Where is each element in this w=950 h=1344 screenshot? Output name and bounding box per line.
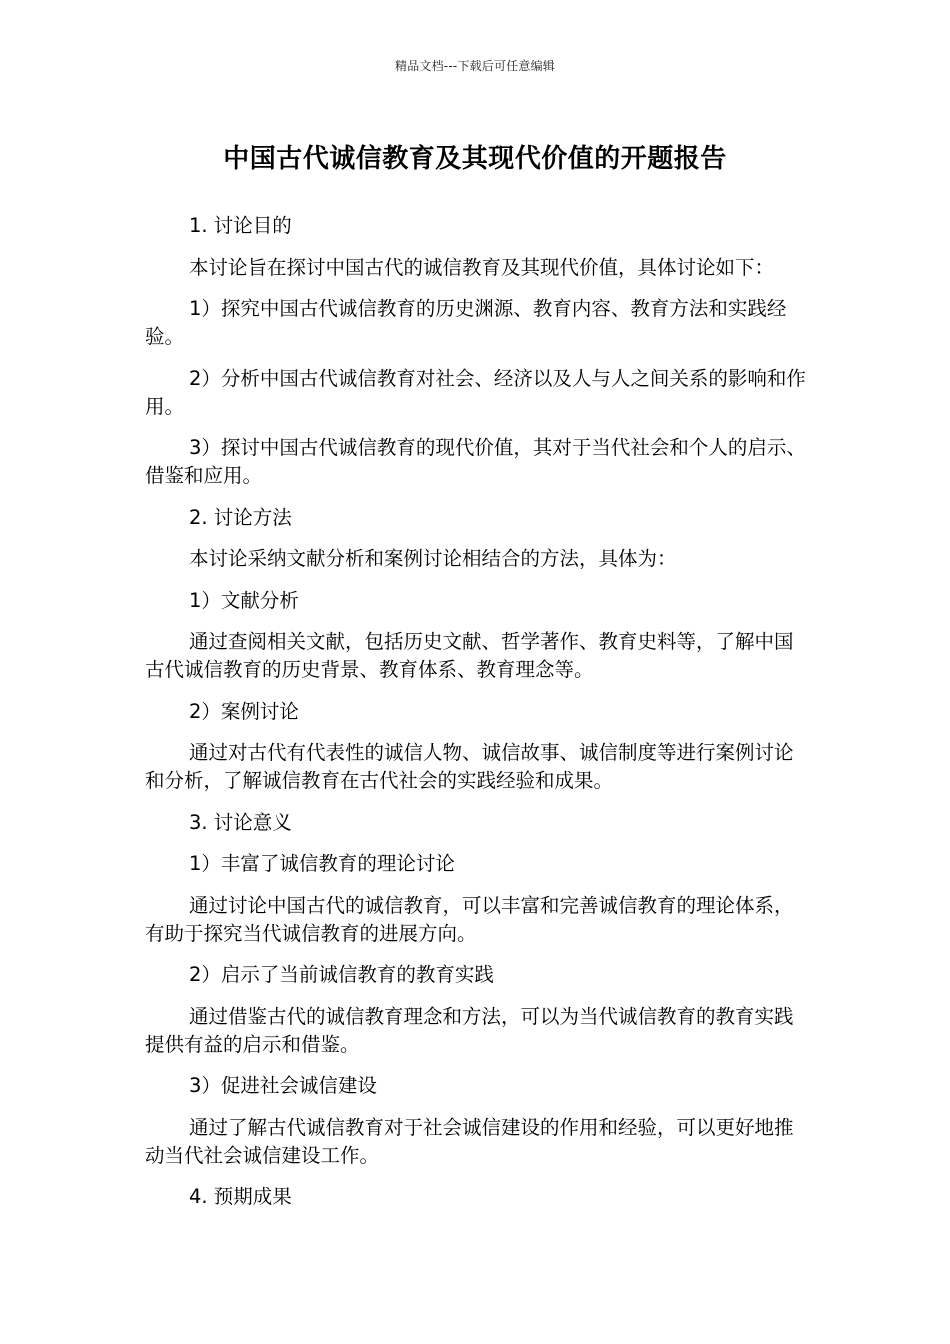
paragraph: 通过讨论中国古代的诚信教育，可以丰富和完善诚信教育的理论体系，有助于探究当代诚信教育的进展方向。 xyxy=(145,893,794,945)
paragraph: 本讨论旨在探讨中国古代的诚信教育及其现代价值，具体讨论如下： xyxy=(189,255,775,279)
subheading: 2）启示了当前诚信教育的教育实践 xyxy=(189,963,494,986)
paragraph: 通过了解古代诚信教育对于社会诚信建设的作用和经验，可以更好地推动当代社会诚信建设工作。 xyxy=(145,1115,794,1167)
list-item: 2）分析中国古代诚信教育对社会、经济以及人与人之间关系的影响和作用。 xyxy=(145,366,806,418)
document-body xyxy=(145,212,807,1225)
page-header: 精品文档---下载后可任意编辑 xyxy=(395,59,555,73)
paragraph: 通过查阅相关文献，包括历史文献、哲学著作、教育史料等，了解中国古代诚信教育的历史背景、教育体系、教育理念等。 xyxy=(145,630,794,681)
list-item: 3）探讨中国古代诚信教育的现代价值，其对于当代社会和个人的启示、借鉴和应用。 xyxy=(145,436,806,487)
section-heading-outcomes: 4. 预期成果 xyxy=(189,1185,292,1208)
section-heading-purpose: 1. 讨论目的 xyxy=(189,214,292,237)
section-heading-method: 2. 讨论方法 xyxy=(189,505,292,529)
subheading: 1）丰富了诚信教育的理论讨论 xyxy=(189,852,455,875)
paragraph: 通过对古代有代表性的诚信人物、诚信故事、诚信制度等进行案例讨论和分析，了解诚信教育在古代社会的实践经验和成果。 xyxy=(145,741,794,792)
section-heading-significance: 3. 讨论意义 xyxy=(189,810,292,834)
document-title: 中国古代诚信教育及其现代价值的开题报告 xyxy=(223,144,727,174)
paragraph: 本讨论采纳文献分析和案例讨论相结合的方法，具体为： xyxy=(189,547,677,570)
subheading: 1）文献分析 xyxy=(189,588,299,612)
subheading: 2）案例讨论 xyxy=(189,699,299,723)
list-item: 1）探究中国古代诚信教育的历史渊源、教育内容、教育方法和实践经验。 xyxy=(145,297,787,348)
subheading: 3）促进社会诚信建设 xyxy=(189,1074,377,1097)
paragraph: 通过借鉴古代的诚信教育理念和方法，可以为当代诚信教育的教育实践提供有益的启示和借鉴。 xyxy=(145,1004,794,1056)
